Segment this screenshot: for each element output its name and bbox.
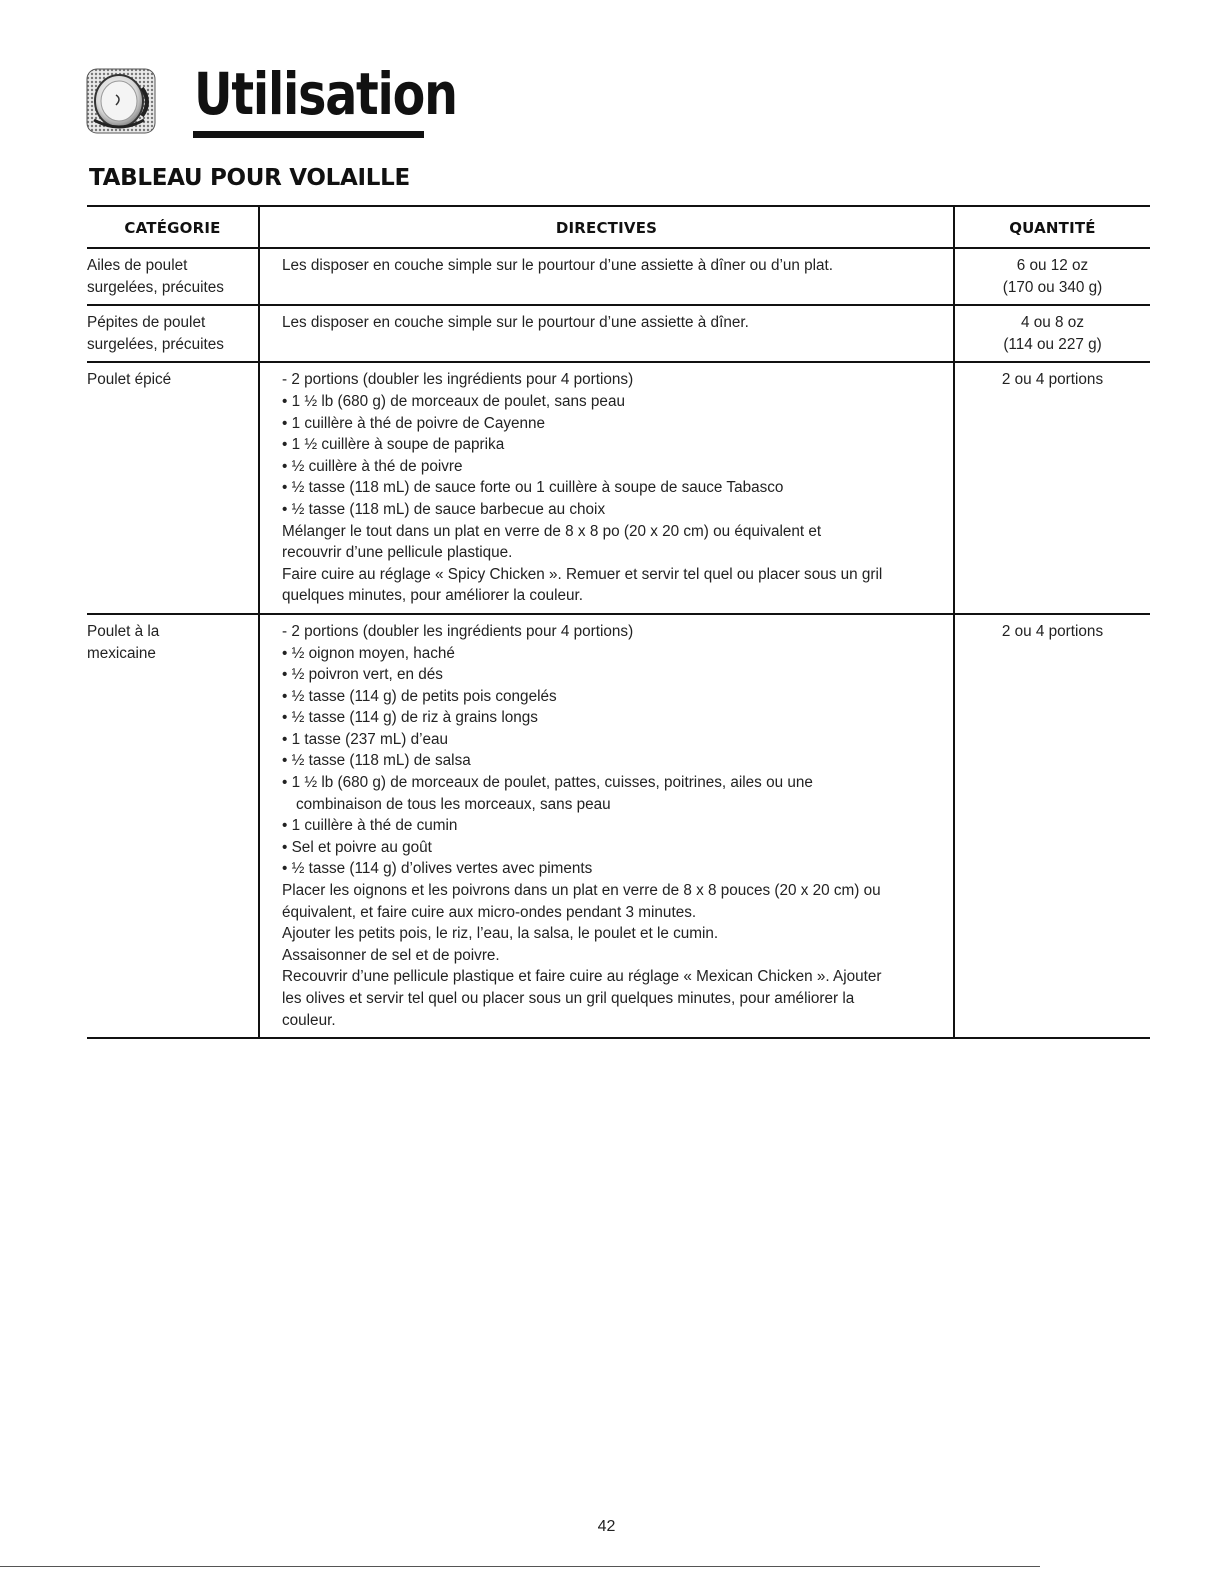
category-cell — [87, 362, 259, 614]
directions-line: équivalent, et faire cuire aux micro-ondes pendant 3 minutes. — [282, 903, 697, 921]
directions-line: - 2 portions (doubler les ingrédients pour 4 portions) — [282, 371, 634, 389]
directions-line: • ½ oignon moyen, haché — [282, 644, 455, 662]
page-number: 42 — [597, 1518, 616, 1535]
directions-line: • 1 cuillère à thé de cumin — [282, 817, 458, 835]
directions-line: • ½ tasse (118 mL) de sauce barbecue au choix — [282, 500, 606, 518]
table-body — [87, 248, 1150, 1038]
directions-line: • ½ cuillère à thé de poivre — [282, 457, 463, 475]
quantity-cell — [954, 305, 1150, 362]
table-row — [87, 614, 1150, 1038]
column-header-quantity: QUANTITÉ — [1009, 219, 1096, 238]
page-title: Utilisation — [194, 60, 457, 128]
directions-line: quelques minutes, pour améliorer la couleur. — [282, 587, 584, 605]
directions-line: Faire cuire au réglage « Spicy Chicken ». Remuer et servir tel quel ou placer sous un gril — [282, 565, 883, 583]
directions-line: • 1 tasse (237 mL) d’eau — [282, 730, 449, 748]
directions-line: • 1 ½ lb (680 g) de morceaux de poulet, pattes, cuisses, poitrines, ailes ou une — [282, 774, 813, 792]
title-underline — [193, 131, 424, 138]
directions-line: • 1 ½ lb (680 g) de morceaux de poulet, sans peau — [282, 392, 625, 410]
quantity-cell — [954, 248, 1150, 305]
quantity-line: 4 ou 8 oz — [1021, 314, 1084, 332]
directions-line: • ½ tasse (118 mL) de salsa — [282, 752, 471, 770]
directions-line: Recouvrir d’une pellicule plastique et faire cuire au réglage « Mexican Chicken ». Ajouter — [282, 968, 882, 986]
section-title: TABLEAU POUR VOLAILLE — [89, 165, 410, 191]
directions-line: recouvrir d’une pellicule plastique. — [282, 544, 513, 562]
bottom-rule — [0, 1566, 1040, 1567]
directions-line: Ajouter les petits pois, le riz, l’eau, la salsa, le poulet et le cumin. — [282, 925, 719, 943]
directions-line: • ½ poivron vert, en dés — [282, 666, 443, 684]
directions-line: • 1 cuillère à thé de poivre de Cayenne — [282, 414, 546, 432]
poultry-chart-table — [87, 205, 1150, 1039]
directions-line: les olives et servir tel quel ou placer sous un gril quelques minutes, pour améliorer la — [282, 990, 855, 1007]
table-header-row — [87, 206, 1150, 248]
category-line: mexicaine — [87, 644, 156, 662]
directions-line: couleur. — [282, 1011, 336, 1029]
directions-line: combinaison de tous les morceaux, sans peau — [296, 795, 611, 813]
category-line: Ailes de poulet — [87, 257, 188, 274]
category-cell — [87, 248, 259, 305]
directions-cell — [259, 305, 954, 362]
category-line: surgelées, précuites — [87, 278, 224, 296]
table-row — [87, 362, 1150, 614]
directions-line: • ½ tasse (114 g) de riz à grains longs — [282, 709, 538, 727]
directions-cell — [259, 614, 954, 1038]
directions-line: • ½ tasse (114 g) de petits pois congelés — [282, 687, 557, 705]
directions-line: • Sel et poivre au goût — [282, 838, 432, 856]
category-cell — [87, 305, 259, 362]
quantity-line: (170 ou 340 g) — [1002, 278, 1103, 296]
directions-line: Les disposer en couche simple sur le pourtour d’une assiette à dîner ou d’un plat. — [282, 257, 834, 274]
directions-line: • ½ tasse (114 g) d’olives vertes avec piments — [282, 860, 593, 878]
directions-cell — [259, 248, 954, 305]
quantity-cell — [954, 362, 1150, 614]
directions-line: Les disposer en couche simple sur le pourtour d’une assiette à dîner. — [282, 314, 749, 332]
table-row — [87, 305, 1150, 362]
directions-line: - 2 portions (doubler les ingrédients pour 4 portions) — [282, 622, 634, 640]
column-header-directions: DIRECTIVES — [259, 206, 954, 248]
quantity-cell — [954, 614, 1150, 1038]
category-cell — [87, 614, 259, 1038]
directions-line: Assaisonner de sel et de poivre. — [282, 946, 500, 964]
directions-cell — [259, 362, 954, 614]
category-line: Pépites de poulet — [87, 314, 206, 332]
column-header-category: CATÉGORIE — [87, 206, 259, 248]
category-line: Poulet épicé — [87, 371, 172, 389]
directions-line: Mélanger le tout dans un plat en verre de 8 x 8 po (20 x 20 cm) ou équivalent et — [282, 522, 822, 540]
category-line: surgelées, précuites — [87, 335, 224, 353]
category-line: Poulet à la — [87, 622, 160, 640]
table-row — [87, 248, 1150, 305]
quantity-line: 2 ou 4 portions — [1001, 622, 1104, 640]
directions-line: • ½ tasse (118 mL) de sauce forte ou 1 cuillère à soupe de sauce Tabasco — [282, 479, 784, 497]
microwave-door-icon — [86, 68, 156, 134]
directions-line: • 1 ½ cuillère à soupe de paprika — [282, 436, 505, 454]
quantity-line: 2 ou 4 portions — [1001, 371, 1104, 389]
quantity-line: (114 ou 227 g) — [1003, 335, 1102, 353]
directions-line: Placer les oignons et les poivrons dans un plat en verre de 8 x 8 pouces (20 x 20 cm) ou — [282, 882, 881, 900]
quantity-line: 6 ou 12 oz — [1016, 257, 1089, 274]
